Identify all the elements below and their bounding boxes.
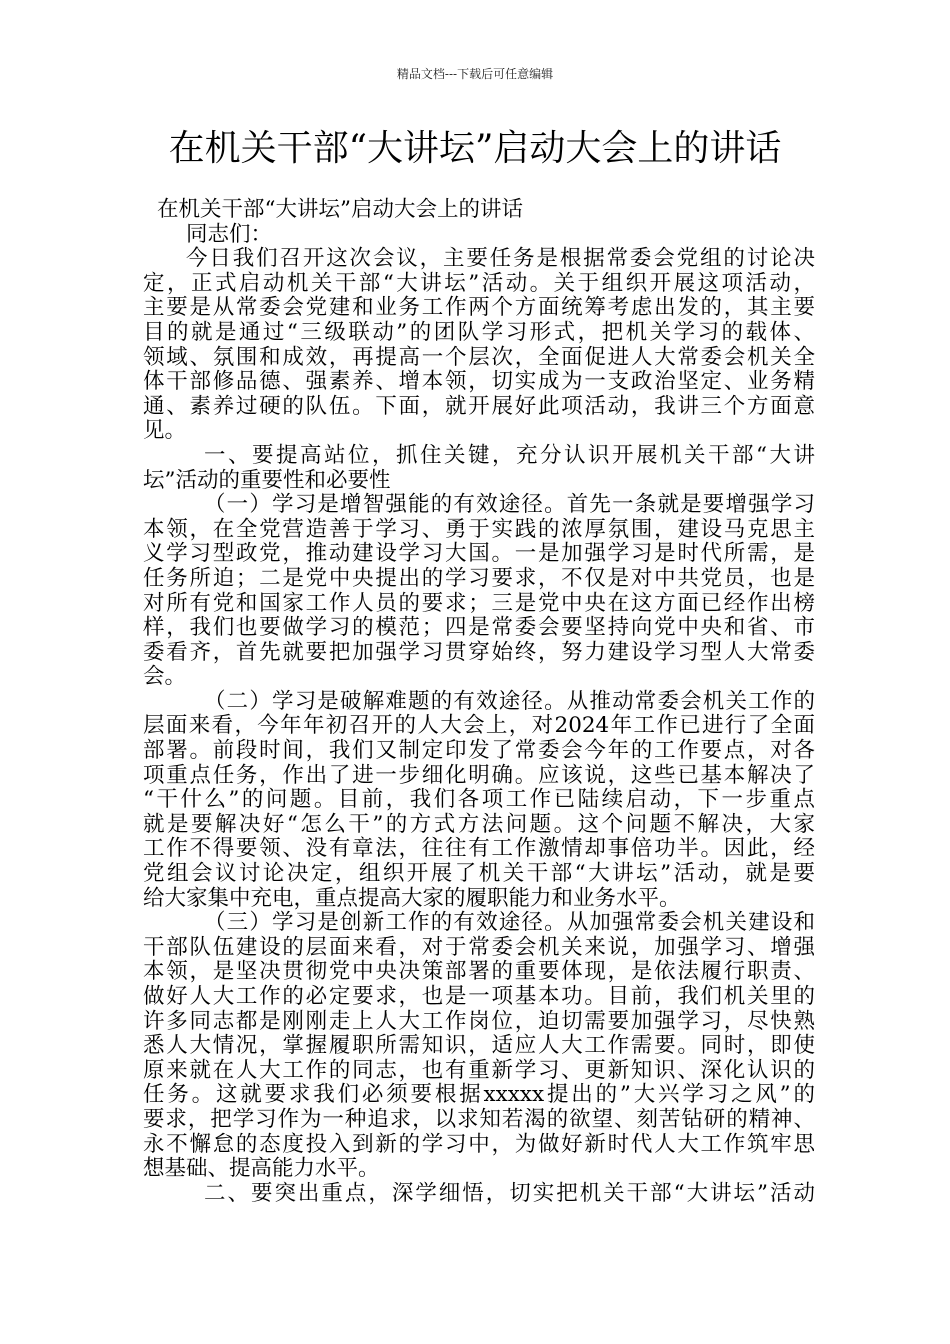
header-note: 精品文档---下载后可任意编辑 [396, 67, 554, 81]
document-title: 在机关干部“大讲坛”启动大会上的讲话 [168, 128, 782, 169]
paragraph-line: 想基础、提高能力水平。 [143, 1156, 380, 1182]
paragraph-line: 义学习型政党，推动建设学习大国。一是加强学习是时代所需，是 [143, 541, 815, 567]
paragraph-line: 目的就是通过“三级联动”的团队学习形式，把机关学习的载体、 [143, 319, 815, 345]
paragraph-line: 层面来看，今年年初召开的人大会上，对2024年工作已进行了全面 [143, 713, 815, 739]
paragraph-line: 给大家集中充电，重点提高大家的履职能力和业务水平。 [143, 885, 681, 911]
section-heading-line: 二、要突出重点，深学细悟，切实把机关干部“大讲坛”活动 [204, 1180, 815, 1206]
paragraph-line: 原来就在人大工作的同志，也有重新学习、更新知识、深化认识的 [143, 1057, 815, 1083]
paragraph-line: 本领，是坚决贯彻党中央决策部署的重要体现，是依法履行职责、 [143, 959, 815, 985]
paragraph-line: 任务所迫；二是党中央提出的学习要求，不仅是对中共党员，也是 [143, 565, 815, 591]
paragraph-line: 本领，在全党营造善于学习、勇于实践的浓厚氛围，建设马克思主 [143, 516, 815, 542]
paragraph-line: 党组会议讨论决定，组织开展了机关干部“大讲坛”活动，就是要 [143, 861, 815, 887]
section-heading-line: 一、要提高站位，抓住关键，充分认识开展机关干部“大讲 [204, 442, 815, 468]
paragraph-line: 悉人大情况，掌握履职所需知识，适应人大工作需要。同时，即使 [143, 1033, 815, 1059]
subtitle-line: 在机关干部“大讲坛”启动大会上的讲话 [157, 197, 523, 222]
paragraph-line: 任务。这就要求我们必须要根据xxxxx提出的”大兴学习之风”的 [143, 1082, 815, 1108]
paragraph-line: 样，我们也要做学习的模范；四是常委会要坚持向党中央和省、市 [143, 615, 815, 641]
paragraph-line: 永不懈怠的态度投入到新的学习中，为做好新时代人大工作筑牢思 [143, 1131, 815, 1157]
paragraph-line: 今日我们召开这次会议，主要任务是根据常委会党组的讨论决 [186, 246, 815, 272]
paragraph-line: 对所有党和国家工作人员的要求；三是党中央在这方面已经作出榜 [143, 590, 815, 616]
salutation-line: 同志们： [186, 221, 273, 247]
document-body [143, 198, 815, 1206]
paragraph-line: 就是要解决好“怎么干”的方式方法问题。这个问题不解决，大家 [143, 811, 815, 837]
paragraph-line: 主要是从常委会党建和业务工作两个方面统筹考虑出发的，其主要 [143, 295, 815, 321]
paragraph-line: 许多同志都是刚刚走上人大工作岗位，迫切需要加强学习，尽快熟 [143, 1008, 815, 1034]
section-heading-line: 坛”活动的重要性和必要性 [143, 467, 391, 493]
paragraph-line: 委看齐，首先就要把加强学习贯穿始终，努力建设学习型人大常委 [143, 639, 815, 665]
paragraph-line: 通、素养过硬的队伍。下面，就开展好此项活动，我讲三个方面意 [143, 393, 815, 419]
paragraph-line: 要求，把学习作为一种追求，以求知若渴的欲望、刻苦钻研的精神、 [143, 1106, 815, 1132]
paragraph-line: （一）学习是增智强能的有效途径。首先一条就是要增强学习 [204, 492, 815, 518]
paragraph-line: 领域、氛围和成效，再提高一个层次，全面促进人大常委会机关全 [143, 344, 815, 370]
paragraph-line: “干什么”的问题。目前，我们各项工作已陆续启动，下一步重点 [143, 787, 815, 813]
paragraph-line: 见。 [143, 418, 187, 444]
paragraph-line: 项重点任务，作出了进一步细化明确。应该说，这些已基本解决了 [143, 762, 815, 788]
paragraph-line: 会。 [143, 664, 187, 690]
paragraph-line: 部署。前段时间，我们又制定印发了常委会今年的工作要点，对各 [143, 738, 815, 764]
paragraph-line: 干部队伍建设的层面来看，对于常委会机关来说，加强学习、增强 [143, 934, 815, 960]
paragraph-line: （三）学习是创新工作的有效途径。从加强常委会机关建设和 [204, 910, 815, 936]
paragraph-line: 体干部修品德、强素养、增本领，切实成为一支政治坚定、业务精 [143, 369, 815, 395]
paragraph-line: 工作不得要领、没有章法，往往有工作激情却事倍功半。因此，经 [143, 836, 815, 862]
paragraph-line: 定，正式启动机关干部“大讲坛”活动。关于组织开展这项活动， [143, 270, 815, 296]
paragraph-line: 做好人大工作的必定要求，也是一项基本功。目前，我们机关里的 [143, 984, 815, 1009]
paragraph-line: （二）学习是破解难题的有效途径。从推动常委会机关工作的 [204, 688, 815, 714]
